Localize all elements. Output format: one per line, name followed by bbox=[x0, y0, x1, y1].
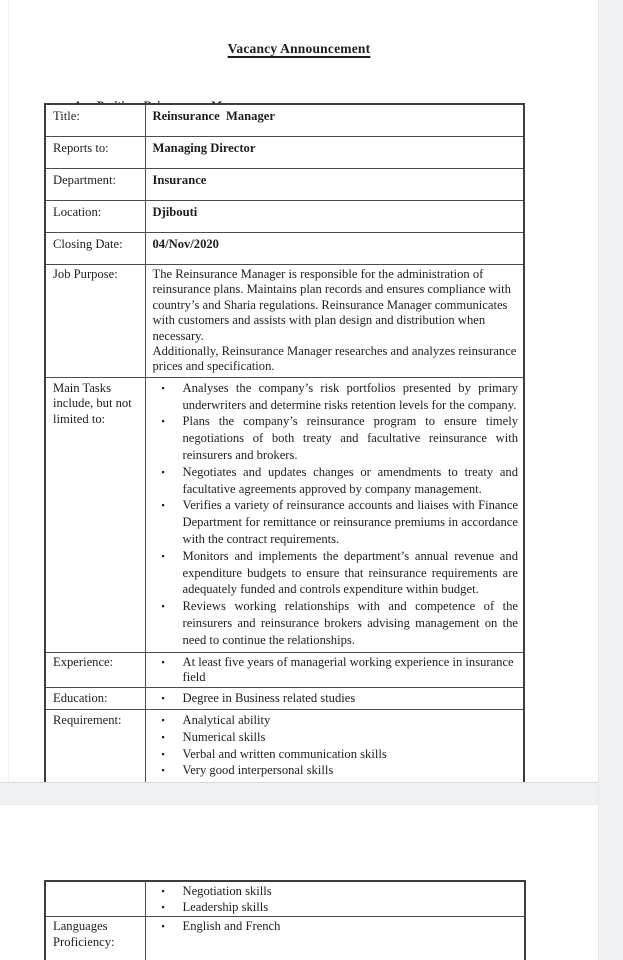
row-content-cell bbox=[145, 265, 524, 378]
bullet-square-icon: ▪ bbox=[161, 715, 165, 726]
bullet-item bbox=[153, 713, 520, 729]
page-left-edge bbox=[8, 0, 9, 782]
bullet-text: Analyses the company’s risk portfolios presented by primary underwriters and determine risks retention levels for the company. bbox=[182, 380, 522, 412]
bullet-item bbox=[153, 919, 521, 935]
row-label: Education: bbox=[53, 690, 108, 705]
bullet-item bbox=[153, 413, 520, 463]
table-row bbox=[45, 104, 524, 137]
bullet-text: Plans the company’s reinsurance program to ensure timely negotiations of both treaty and facultative reinsurance with reinsurers and brokers. bbox=[182, 414, 522, 463]
row-content-cell bbox=[145, 652, 524, 687]
row-label: Department: bbox=[53, 173, 116, 187]
bullet-text: At least five years of managerial working experience in insurance field bbox=[182, 654, 517, 685]
row-label-cell bbox=[45, 881, 145, 917]
row-label: Location: bbox=[53, 205, 102, 219]
bullet-text: Leadership skills bbox=[182, 899, 269, 914]
row-label-cell bbox=[45, 377, 145, 652]
bullet-text: Negotiation skills bbox=[182, 884, 272, 898]
bullet-item bbox=[153, 548, 520, 598]
bullet-item bbox=[153, 900, 521, 916]
page-break-gap bbox=[0, 782, 598, 805]
position-details-table bbox=[44, 103, 525, 785]
table-row bbox=[45, 169, 524, 201]
row-label-cell bbox=[45, 201, 145, 233]
table-row bbox=[45, 265, 524, 378]
row-content-cell bbox=[145, 137, 524, 169]
bullet-square-icon: ▪ bbox=[161, 500, 165, 511]
table-row bbox=[45, 710, 524, 784]
bullet-item bbox=[153, 747, 520, 763]
bullet-item bbox=[153, 380, 520, 414]
bullet-square-icon: ▪ bbox=[161, 382, 165, 393]
table-row bbox=[45, 137, 524, 169]
row-content-cell bbox=[145, 233, 524, 265]
row-label: Languages Proficiency: bbox=[53, 919, 115, 949]
bullet-square-icon: ▪ bbox=[161, 886, 165, 896]
table-row bbox=[45, 881, 525, 917]
row-content-cell bbox=[145, 377, 524, 652]
bullet-item bbox=[153, 730, 520, 746]
bullet-square-icon: ▪ bbox=[161, 601, 165, 612]
bullet-item bbox=[153, 691, 520, 707]
row-value: Djibouti bbox=[152, 205, 198, 219]
table-row bbox=[45, 201, 524, 233]
row-label-cell bbox=[45, 687, 145, 710]
bullet-item bbox=[153, 464, 520, 498]
bullet-square-icon: ▪ bbox=[161, 466, 165, 477]
bullet-text: Verbal and written communication skills bbox=[182, 746, 387, 761]
row-label: Requirement: bbox=[53, 713, 122, 728]
row-label-cell bbox=[45, 137, 145, 169]
bullet-square-icon: ▪ bbox=[161, 765, 165, 776]
row-value: Insurance bbox=[152, 173, 207, 187]
table-row bbox=[45, 233, 524, 265]
row-content-cell bbox=[145, 201, 524, 233]
row-label: Job Purpose: bbox=[53, 267, 118, 281]
bullet-square-icon: ▪ bbox=[161, 550, 165, 561]
bullet-text: Very good interpersonal skills bbox=[182, 763, 334, 778]
viewer-background-strip bbox=[598, 0, 623, 960]
row-label: Reports to: bbox=[53, 141, 109, 155]
bullet-item bbox=[153, 497, 520, 547]
bullet-square-icon: ▪ bbox=[161, 692, 165, 703]
row-label-cell bbox=[45, 917, 145, 960]
table-row bbox=[45, 652, 524, 687]
row-value: Managing Director bbox=[152, 141, 256, 155]
row-value: Reinsurance Manager bbox=[152, 109, 275, 123]
row-label: Title: bbox=[53, 109, 80, 123]
bullet-square-icon: ▪ bbox=[161, 656, 165, 667]
document-title: Vacancy Announcement bbox=[227, 41, 371, 56]
row-label-cell bbox=[45, 652, 145, 687]
row-label-cell bbox=[45, 265, 145, 378]
bullet-text: Reviews working relationships with and competence of the reinsurers and reinsurance brokers advising management on the need to continue the relationships. bbox=[182, 599, 522, 647]
bullet-item bbox=[153, 598, 520, 648]
row-label-cell bbox=[45, 169, 145, 201]
bullet-text: Verifies a variety of reinsurance accounts and liaises with Finance Department for remittance or reinsurance premiums in accordance with the contract requirements. bbox=[182, 498, 522, 547]
bullet-square-icon: ▪ bbox=[161, 731, 165, 742]
bullet-square-icon: ▪ bbox=[161, 921, 165, 932]
row-content-cell bbox=[145, 687, 524, 710]
bullet-square-icon: ▪ bbox=[161, 416, 165, 427]
row-label: Closing Date: bbox=[53, 237, 123, 251]
bullet-item bbox=[153, 763, 520, 779]
bullet-item bbox=[153, 884, 521, 900]
table-row bbox=[45, 687, 524, 710]
row-content-cell bbox=[145, 710, 524, 784]
row-content-cell bbox=[145, 881, 525, 917]
row-content-cell bbox=[145, 104, 524, 137]
paragraph: The Reinsurance Manager is responsible for the administration of reinsurance plans. Maintains plan records and ensures compliance with country’s and Sharia regulations. Reinsurance Manager communicates with customers and assists with plan design and distribution when necessary. bbox=[152, 267, 515, 343]
bullet-text: Negotiates and updates changes or amendments to treaty and facultative agreements approved by company management. bbox=[182, 464, 522, 496]
paragraph: Additionally, Reinsurance Manager researches and analyzes reinsurance prices and specification. bbox=[152, 344, 520, 374]
bullet-text: Numerical skills bbox=[182, 729, 266, 744]
bullet-item bbox=[153, 655, 520, 686]
bullet-square-icon: ▪ bbox=[161, 901, 165, 912]
bullet-square-icon: ▪ bbox=[161, 748, 165, 759]
table-row bbox=[45, 917, 525, 960]
row-label-cell bbox=[45, 104, 145, 137]
row-label-cell bbox=[45, 710, 145, 784]
bullet-text: Degree in Business related studies bbox=[182, 690, 356, 705]
row-content-cell bbox=[145, 169, 524, 201]
bullet-text: Monitors and implements the department’s annual revenue and expenditure budgets to ensure that reinsurance requirements are adequately funded and controls expenditure within budget. bbox=[182, 548, 522, 597]
table-row bbox=[45, 377, 524, 652]
row-label-cell bbox=[45, 233, 145, 265]
row-value: 04/Nov/2020 bbox=[152, 237, 219, 251]
bullet-text: Analytical ability bbox=[182, 713, 271, 728]
bullet-text: English and French bbox=[182, 919, 281, 934]
row-label: Main Tasks include, but not limited to: bbox=[53, 380, 135, 427]
row-content-cell bbox=[145, 917, 525, 960]
row-label: Experience: bbox=[53, 654, 114, 669]
languages-table bbox=[44, 880, 526, 960]
